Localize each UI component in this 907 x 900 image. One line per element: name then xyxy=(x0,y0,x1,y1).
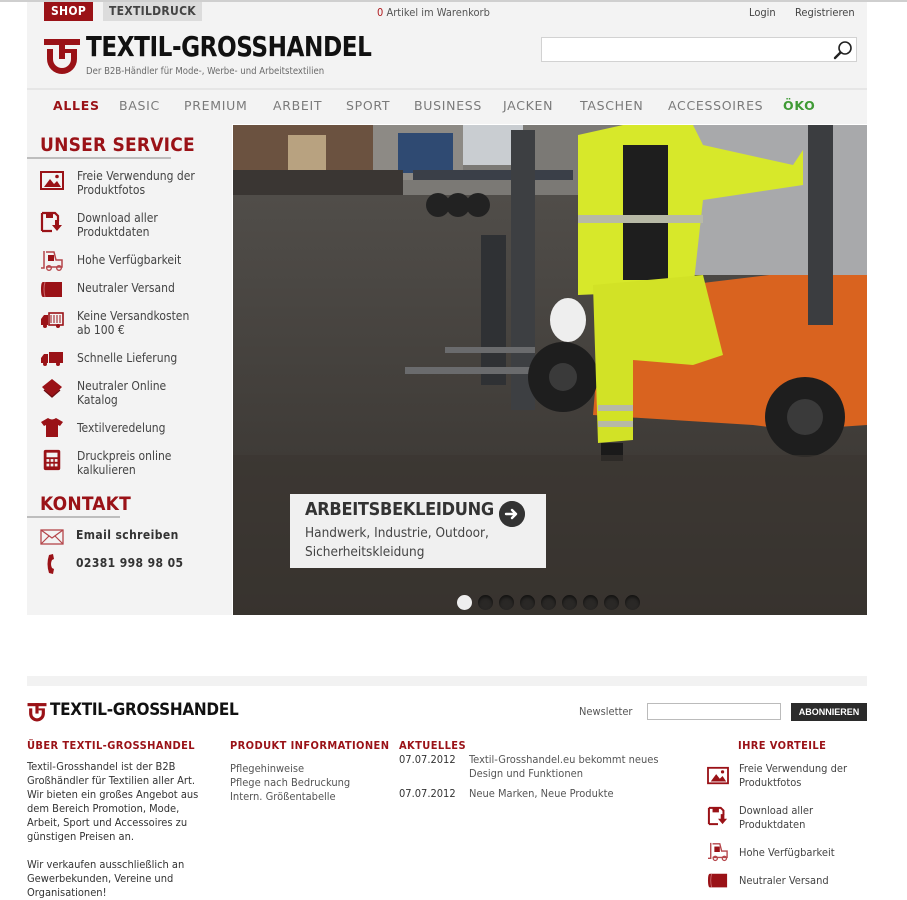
product-info-heading: PRODUKT INFORMATIONEN xyxy=(230,739,390,752)
service-heading-underline xyxy=(27,157,171,159)
advantage-item[interactable]: Neutraler Versand xyxy=(739,874,829,887)
about-heading: ÜBER TEXTIL-GROSSHANDEL xyxy=(27,739,196,752)
nav-oeko[interactable]: ÖKO xyxy=(783,98,816,113)
service-item-versandkosten[interactable]: Keine Versandkosten ab 100 € xyxy=(77,309,190,337)
catalog-icon xyxy=(40,377,64,399)
about-text-2: Wir verkaufen ausschließlich an Gewerbekunden, Vereine und Organisationen! xyxy=(27,858,185,899)
email-link[interactable]: Email schreiben xyxy=(76,528,179,542)
link-groessentabelle[interactable]: Intern. Größentabelle xyxy=(230,790,336,803)
slider-dot-9[interactable] xyxy=(625,595,640,610)
slider-dot-3[interactable] xyxy=(499,595,514,610)
nav-alles[interactable]: ALLES xyxy=(53,98,100,113)
fast-truck-icon xyxy=(40,347,64,369)
forklift-icon xyxy=(40,250,64,272)
tab-textildruck[interactable]: TEXTILDRUCK xyxy=(103,2,202,21)
nav-sport[interactable]: SPORT xyxy=(346,98,391,113)
register-link[interactable]: Registrieren xyxy=(795,6,855,19)
slider-dot-2[interactable] xyxy=(478,595,493,610)
service-item-neutraler-versand[interactable]: Neutraler Versand xyxy=(77,281,175,295)
image-icon xyxy=(40,170,64,192)
footer-logo-icon[interactable] xyxy=(27,702,47,722)
service-item-produktfotos[interactable]: Freie Verwendung der Produktfotos xyxy=(77,169,195,197)
search-input[interactable] xyxy=(541,37,857,62)
nav-accessoires[interactable]: ACCESSOIRES xyxy=(668,98,764,113)
service-item-druckpreis[interactable]: Druckpreis online kalkulieren xyxy=(77,449,172,477)
box-icon xyxy=(707,871,729,891)
news-date: 07.07.2012 xyxy=(399,753,456,766)
footer-divider xyxy=(27,676,867,686)
download-icon xyxy=(40,211,64,233)
forklift-icon xyxy=(707,842,729,862)
slider-dot-1[interactable] xyxy=(457,595,472,610)
advantage-item[interactable]: Hohe Verfügbarkeit xyxy=(739,846,835,859)
service-item-produktdaten[interactable]: Download aller Produktdaten xyxy=(77,211,158,239)
slider-dot-7[interactable] xyxy=(583,595,598,610)
news-heading: AKTUELLES xyxy=(399,739,466,752)
box-icon xyxy=(40,279,64,301)
hero-caption-title[interactable]: ARBEITSBEKLEIDUNG xyxy=(305,499,494,520)
cart-link[interactable] xyxy=(377,6,490,19)
newsletter-input[interactable] xyxy=(647,703,781,720)
newsletter-label: Newsletter xyxy=(579,705,633,718)
tab-shop[interactable]: SHOP xyxy=(44,2,93,21)
service-item-verfuegbarkeit[interactable]: Hohe Verfügbarkeit xyxy=(77,253,182,267)
search-icon[interactable] xyxy=(832,39,854,61)
login-link[interactable]: Login xyxy=(749,6,776,19)
advantage-item[interactable]: Freie Verwendung der Produktfotos xyxy=(739,762,848,789)
link-pflege-bedruckung[interactable]: Pflege nach Bedruckung xyxy=(230,776,351,789)
download-icon xyxy=(707,806,729,826)
nav-taschen[interactable]: TASCHEN xyxy=(580,98,644,113)
brand-tagline: Der B2B-Händler für Mode-, Werbe- und Arbeitstextilien xyxy=(86,66,325,77)
slider-dot-4[interactable] xyxy=(520,595,535,610)
phone-number[interactable]: 02381 998 98 05 xyxy=(76,556,184,570)
contact-heading-underline xyxy=(27,516,120,518)
nav-premium[interactable]: PREMIUM xyxy=(184,98,248,113)
about-text: Textil-Grosshandel ist der B2B Großhändler für Textilien aller Art. Wir bieten ein großes Angebot aus dem Bereich Promotion, Mode, Arbeit, Sport und Accessoires zu günstigen Preisen an. xyxy=(27,760,199,843)
service-item-katalog[interactable]: Neutraler Online Katalog xyxy=(77,379,167,407)
service-item-lieferung[interactable]: Schnelle Lieferung xyxy=(77,351,178,365)
calculator-icon xyxy=(40,449,64,471)
nav-arbeit[interactable]: ARBEIT xyxy=(273,98,323,113)
advantages-heading: IHRE VORTEILE xyxy=(738,739,827,752)
contact-heading: KONTAKT xyxy=(40,493,131,515)
news-item[interactable]: Textil-Grosshandel.eu bekommt neues Design und Funktionen xyxy=(469,753,659,780)
image-icon xyxy=(707,766,729,786)
cart-count: 0 xyxy=(377,6,384,19)
footer-brand[interactable]: TEXTIL-GROSSHANDEL xyxy=(50,700,239,720)
phone-icon xyxy=(44,553,58,575)
nav-basic[interactable]: BASIC xyxy=(119,98,160,113)
logo-icon[interactable] xyxy=(44,37,80,75)
slider-dot-5[interactable] xyxy=(541,595,556,610)
service-item-textilveredelung[interactable]: Textilveredelung xyxy=(77,421,166,435)
slider-dot-8[interactable] xyxy=(604,595,619,610)
subscribe-button[interactable]: ABONNIEREN xyxy=(791,703,867,721)
cart-label: Artikel im Warenkorb xyxy=(386,6,490,19)
nav-jacken[interactable]: JACKEN xyxy=(503,98,554,113)
brand-title[interactable]: TEXTIL-GROSSHANDEL xyxy=(86,30,372,63)
truck-icon xyxy=(40,309,64,331)
link-pflegehinweise[interactable]: Pflegehinweise xyxy=(230,762,305,775)
service-heading: UNSER SERVICE xyxy=(40,134,195,156)
hero-caption-subtitle: Handwerk, Industrie, Outdoor, Sicherheitskleidung xyxy=(305,525,489,560)
nav-business[interactable]: BUSINESS xyxy=(414,98,483,113)
slider-dot-6[interactable] xyxy=(562,595,577,610)
tshirt-icon xyxy=(40,416,64,438)
news-date: 07.07.2012 xyxy=(399,787,456,800)
arrow-right-icon[interactable] xyxy=(499,501,525,527)
email-icon xyxy=(40,529,64,545)
advantage-item[interactable]: Download aller Produktdaten xyxy=(739,804,814,831)
news-item[interactable]: Neue Marken, Neue Produkte xyxy=(469,787,614,800)
